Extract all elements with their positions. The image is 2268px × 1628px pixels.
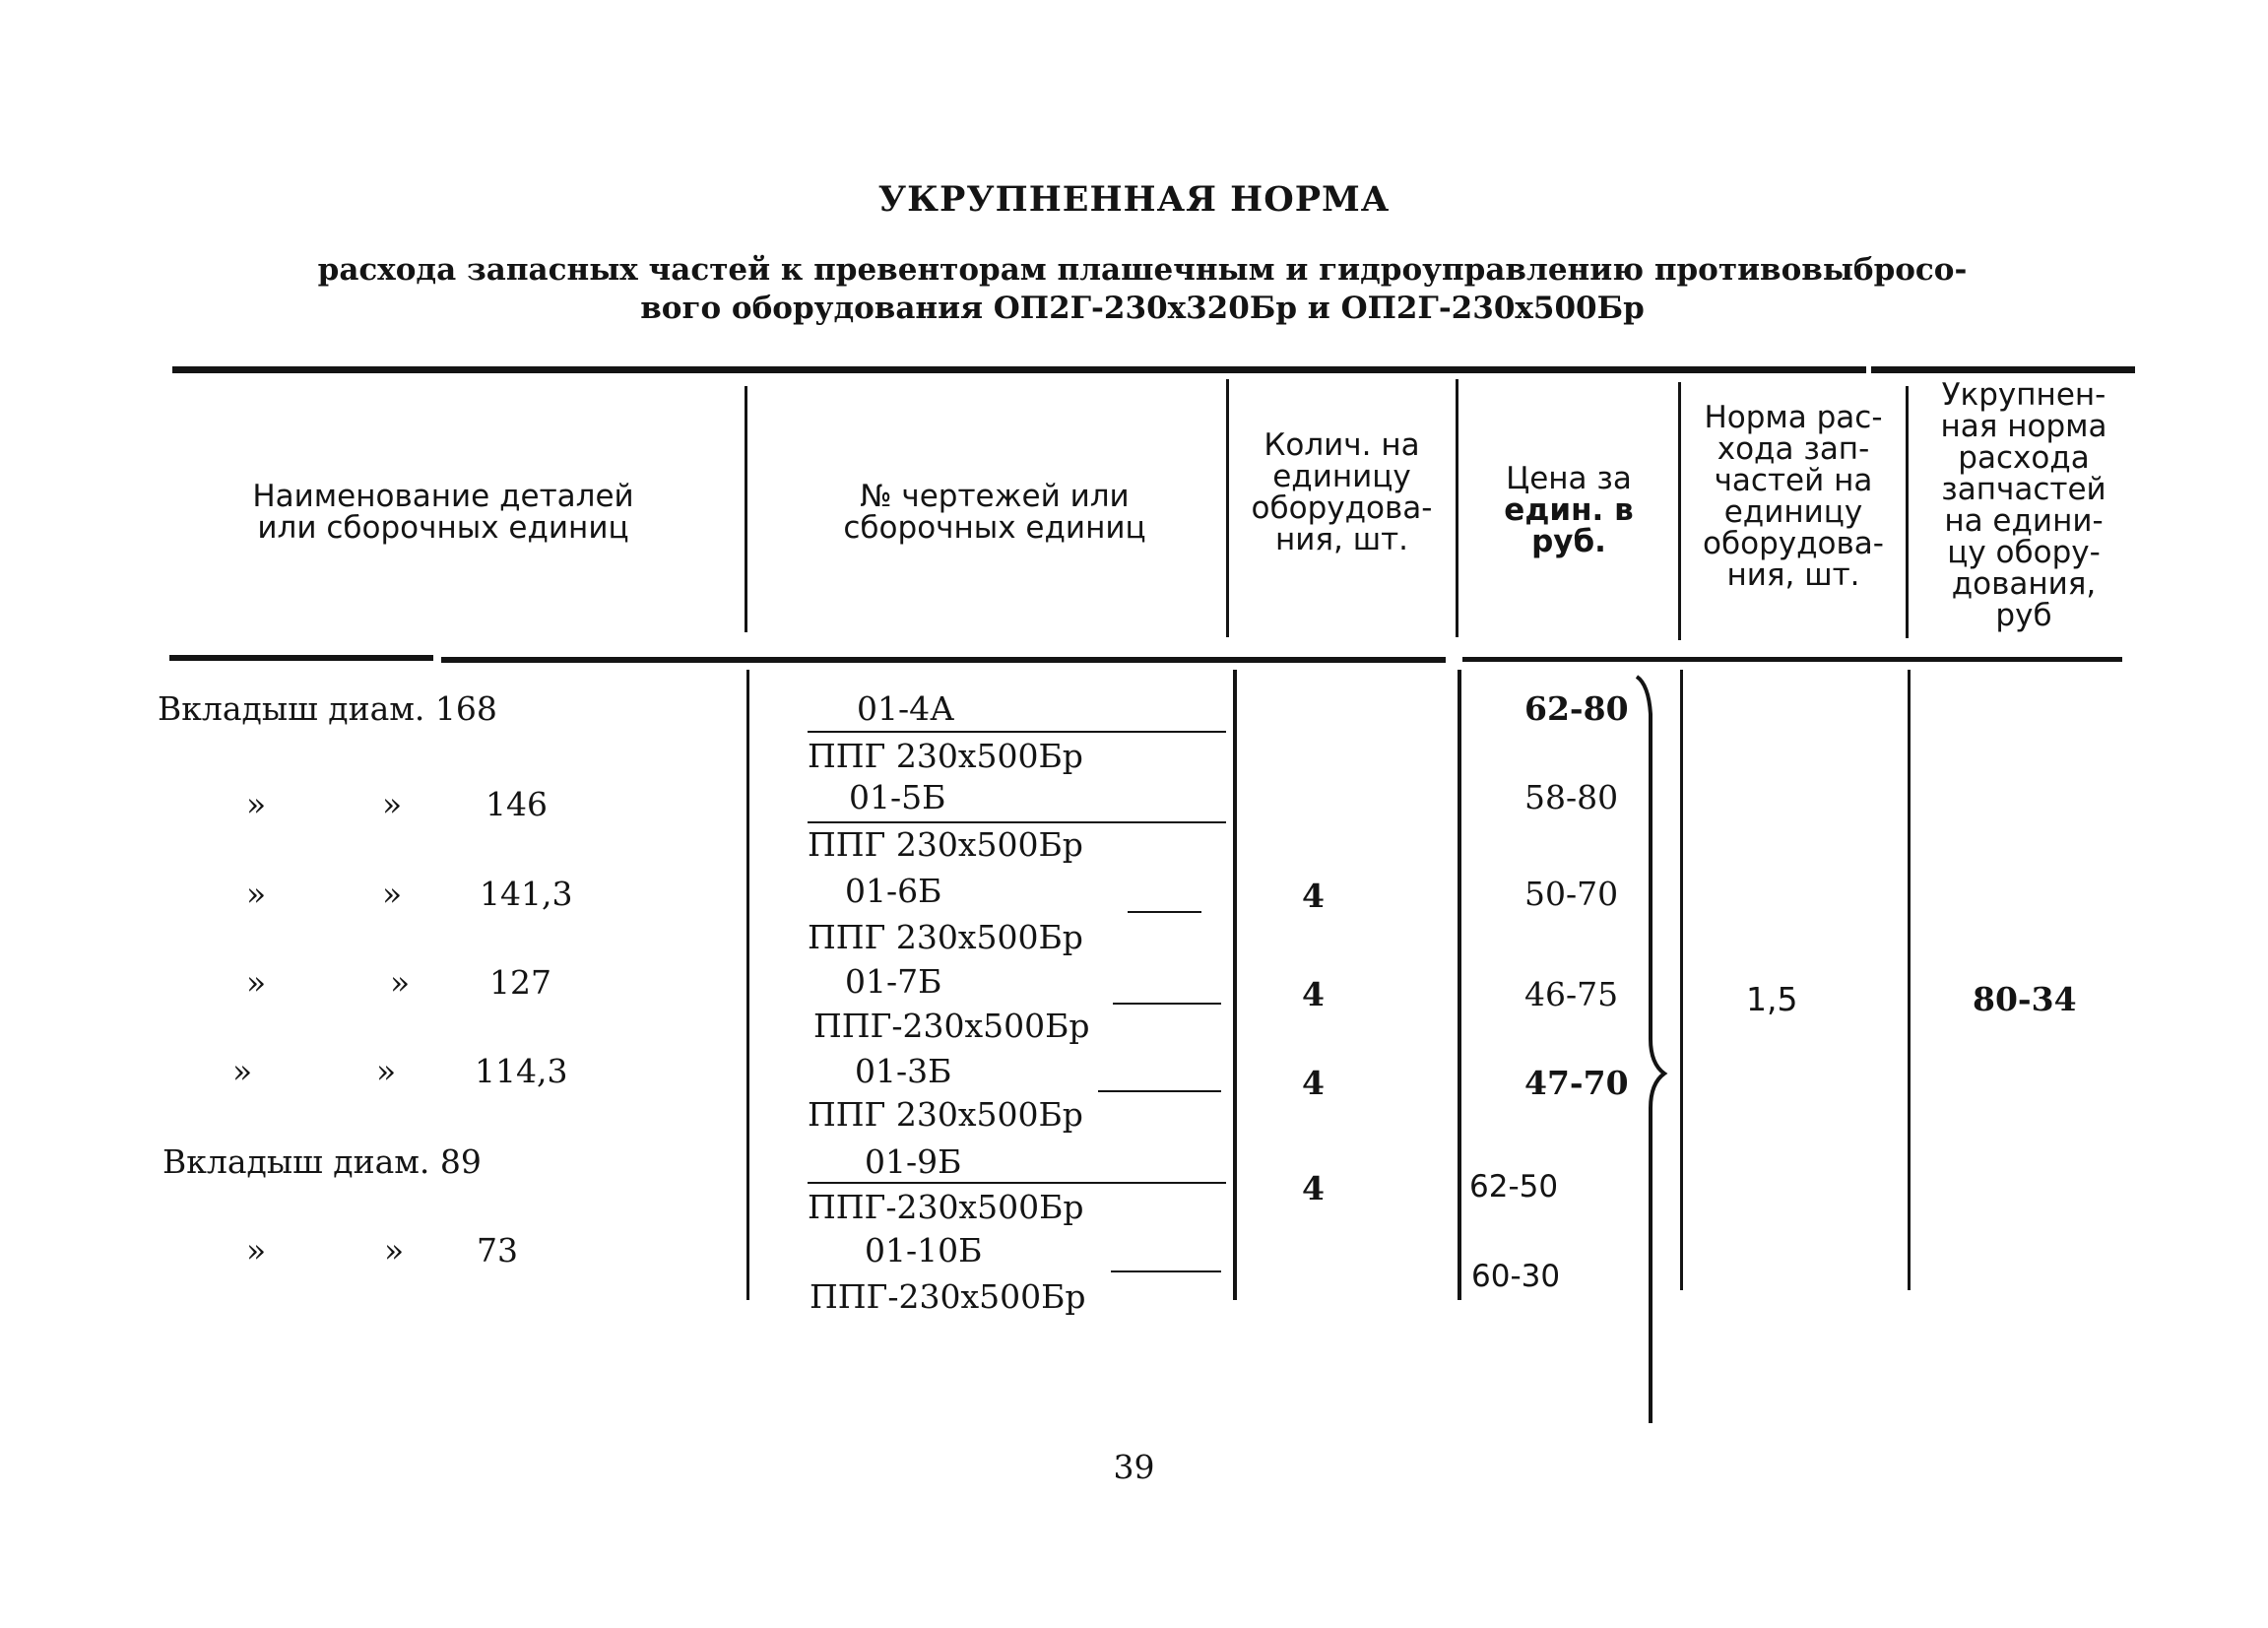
page-number: 39 <box>1113 1448 1155 1486</box>
body-separator <box>1908 670 1911 1290</box>
header-line: Колич. на <box>1264 427 1420 463</box>
header-line: хода зап- <box>1717 431 1870 467</box>
row-2-ditto-2: » <box>382 785 403 823</box>
aggregate-value: 80-34 <box>1973 980 2077 1018</box>
column-header-aggregate <box>1911 379 2137 631</box>
header-line: единицу <box>1723 494 1863 530</box>
body-separator <box>746 670 749 1300</box>
document-title: УКРУПНЕННАЯ НОРМА <box>877 179 1391 220</box>
header-line: Укрупнен- <box>1941 377 2106 413</box>
header-line: на едини- <box>1944 503 2104 539</box>
header-line: Наименование деталей <box>252 479 634 514</box>
header-line: дования, <box>1951 566 2097 602</box>
header-line: ная норма <box>1940 409 2107 444</box>
price-group-brace <box>1635 675 1674 1433</box>
row-1-price: 62-80 <box>1524 689 1629 728</box>
header-line: запчастей <box>1941 472 2106 507</box>
row-1-code: 01-4А <box>857 689 955 728</box>
row-7-code: 01-10Б <box>865 1231 983 1270</box>
column-header-price <box>1461 463 1676 557</box>
row-4-code-underline <box>1113 1003 1221 1005</box>
header-bottom-rule <box>1462 657 2122 662</box>
header-separator <box>1678 382 1681 640</box>
header-line: един. в <box>1504 492 1634 528</box>
row-5-name-value: 114,3 <box>475 1052 568 1090</box>
column-header-qty <box>1231 429 1453 555</box>
header-bottom-rule <box>441 657 1446 663</box>
header-line: руб <box>1995 598 2052 633</box>
column-header-name <box>187 481 699 544</box>
row-5-code-underline <box>1098 1090 1221 1092</box>
norm-value: 1,5 <box>1746 980 1798 1018</box>
subtitle-line-2: вого оборудования ОП2Г-230х320Бр и ОП2Г-230х500Бр <box>640 291 1645 326</box>
header-line: № чертежей или <box>860 479 1130 514</box>
header-line: оборудова- <box>1703 526 1884 561</box>
row-5-code: 01-3Б <box>855 1052 952 1090</box>
row-2-code-underline <box>808 821 1226 823</box>
row-3-name-value: 141,3 <box>480 875 573 913</box>
row-6-code: 01-9Б <box>865 1142 962 1181</box>
body-separator <box>1458 670 1461 1300</box>
row-2-price: 58-80 <box>1524 778 1619 816</box>
table-top-rule-right <box>1871 366 2135 373</box>
row-4-ditto-2: » <box>390 963 411 1002</box>
header-line: сборочных единиц <box>843 510 1146 546</box>
row-7-name-value: 73 <box>477 1231 518 1270</box>
row-7-sub: ППГ-230х500Бр <box>810 1277 1086 1316</box>
row-6-qty: 4 <box>1302 1169 1325 1207</box>
body-separator <box>1233 670 1237 1300</box>
row-5-price: 47-70 <box>1524 1064 1629 1102</box>
row-3-ditto-1: » <box>246 875 267 913</box>
header-separator <box>1226 379 1229 637</box>
row-2-code: 01-5Б <box>849 778 946 816</box>
row-3-code: 01-6Б <box>845 872 942 910</box>
row-4-name-value: 127 <box>489 963 551 1002</box>
row-2-sub: ППГ 230х500Бр <box>808 825 1083 864</box>
row-1-sub: ППГ 230х500Бр <box>808 737 1083 775</box>
row-5-qty: 4 <box>1302 1064 1325 1102</box>
row-7-price: 60-30 <box>1471 1259 1561 1294</box>
row-7-ditto-2: » <box>384 1231 405 1270</box>
header-line: расхода <box>1958 440 2090 476</box>
row-3-ditto-2: » <box>382 875 403 913</box>
header-separator <box>1456 379 1458 637</box>
row-4-ditto-1: » <box>246 963 267 1002</box>
header-line: единицу <box>1272 459 1411 494</box>
header-separator <box>745 386 747 632</box>
header-line: оборудова- <box>1251 490 1433 526</box>
row-7-code-underline <box>1111 1270 1221 1272</box>
row-3-qty: 4 <box>1302 877 1325 915</box>
header-line: цу обору- <box>1947 535 2101 570</box>
row-3-price: 50-70 <box>1524 875 1619 913</box>
row-4-sub: ППГ-230х500Бр <box>813 1007 1090 1045</box>
row-5-ditto-2: » <box>376 1052 397 1090</box>
row-3-sub: ППГ 230х500Бр <box>808 918 1083 956</box>
row-4-qty: 4 <box>1302 975 1325 1013</box>
row-1-name: Вкладыш диам. 168 <box>158 689 497 728</box>
row-4-code: 01-7Б <box>845 962 942 1001</box>
row-5-sub: ППГ 230х500Бр <box>808 1095 1083 1134</box>
header-line: руб. <box>1531 524 1606 559</box>
row-2-ditto-1: » <box>246 785 267 823</box>
header-line: ния, шт. <box>1274 522 1409 557</box>
header-line: или сборочных единиц <box>257 510 629 546</box>
subtitle-line-1: расхода запасных частей к превенторам плашечным и гидроуправлению противовыбросо- <box>317 252 1968 288</box>
row-2-name-value: 146 <box>486 785 548 823</box>
header-line: Цена за <box>1506 461 1632 496</box>
row-5-ditto-1: » <box>232 1052 253 1090</box>
row-6-code-underline <box>808 1182 1226 1184</box>
row-1-code-underline <box>808 731 1226 733</box>
header-line: ния, шт. <box>1726 557 1860 593</box>
row-6-sub: ППГ-230х500Бр <box>808 1188 1084 1226</box>
row-4-price: 46-75 <box>1524 975 1619 1013</box>
row-6-price: 62-50 <box>1469 1169 1559 1205</box>
row-7-ditto-1: » <box>246 1231 267 1270</box>
header-line: частей на <box>1714 463 1873 498</box>
row-6-name: Вкладыш диам. 89 <box>162 1142 482 1181</box>
column-header-drawing <box>768 481 1221 544</box>
row-3-code-underline <box>1128 911 1201 913</box>
table-top-rule <box>172 366 1866 373</box>
header-bottom-rule <box>169 655 433 661</box>
header-line: Норма рас- <box>1704 400 1883 435</box>
document-subtitle <box>256 251 2029 328</box>
column-header-norm <box>1682 402 1905 591</box>
body-separator <box>1680 670 1683 1290</box>
header-separator <box>1906 386 1909 638</box>
